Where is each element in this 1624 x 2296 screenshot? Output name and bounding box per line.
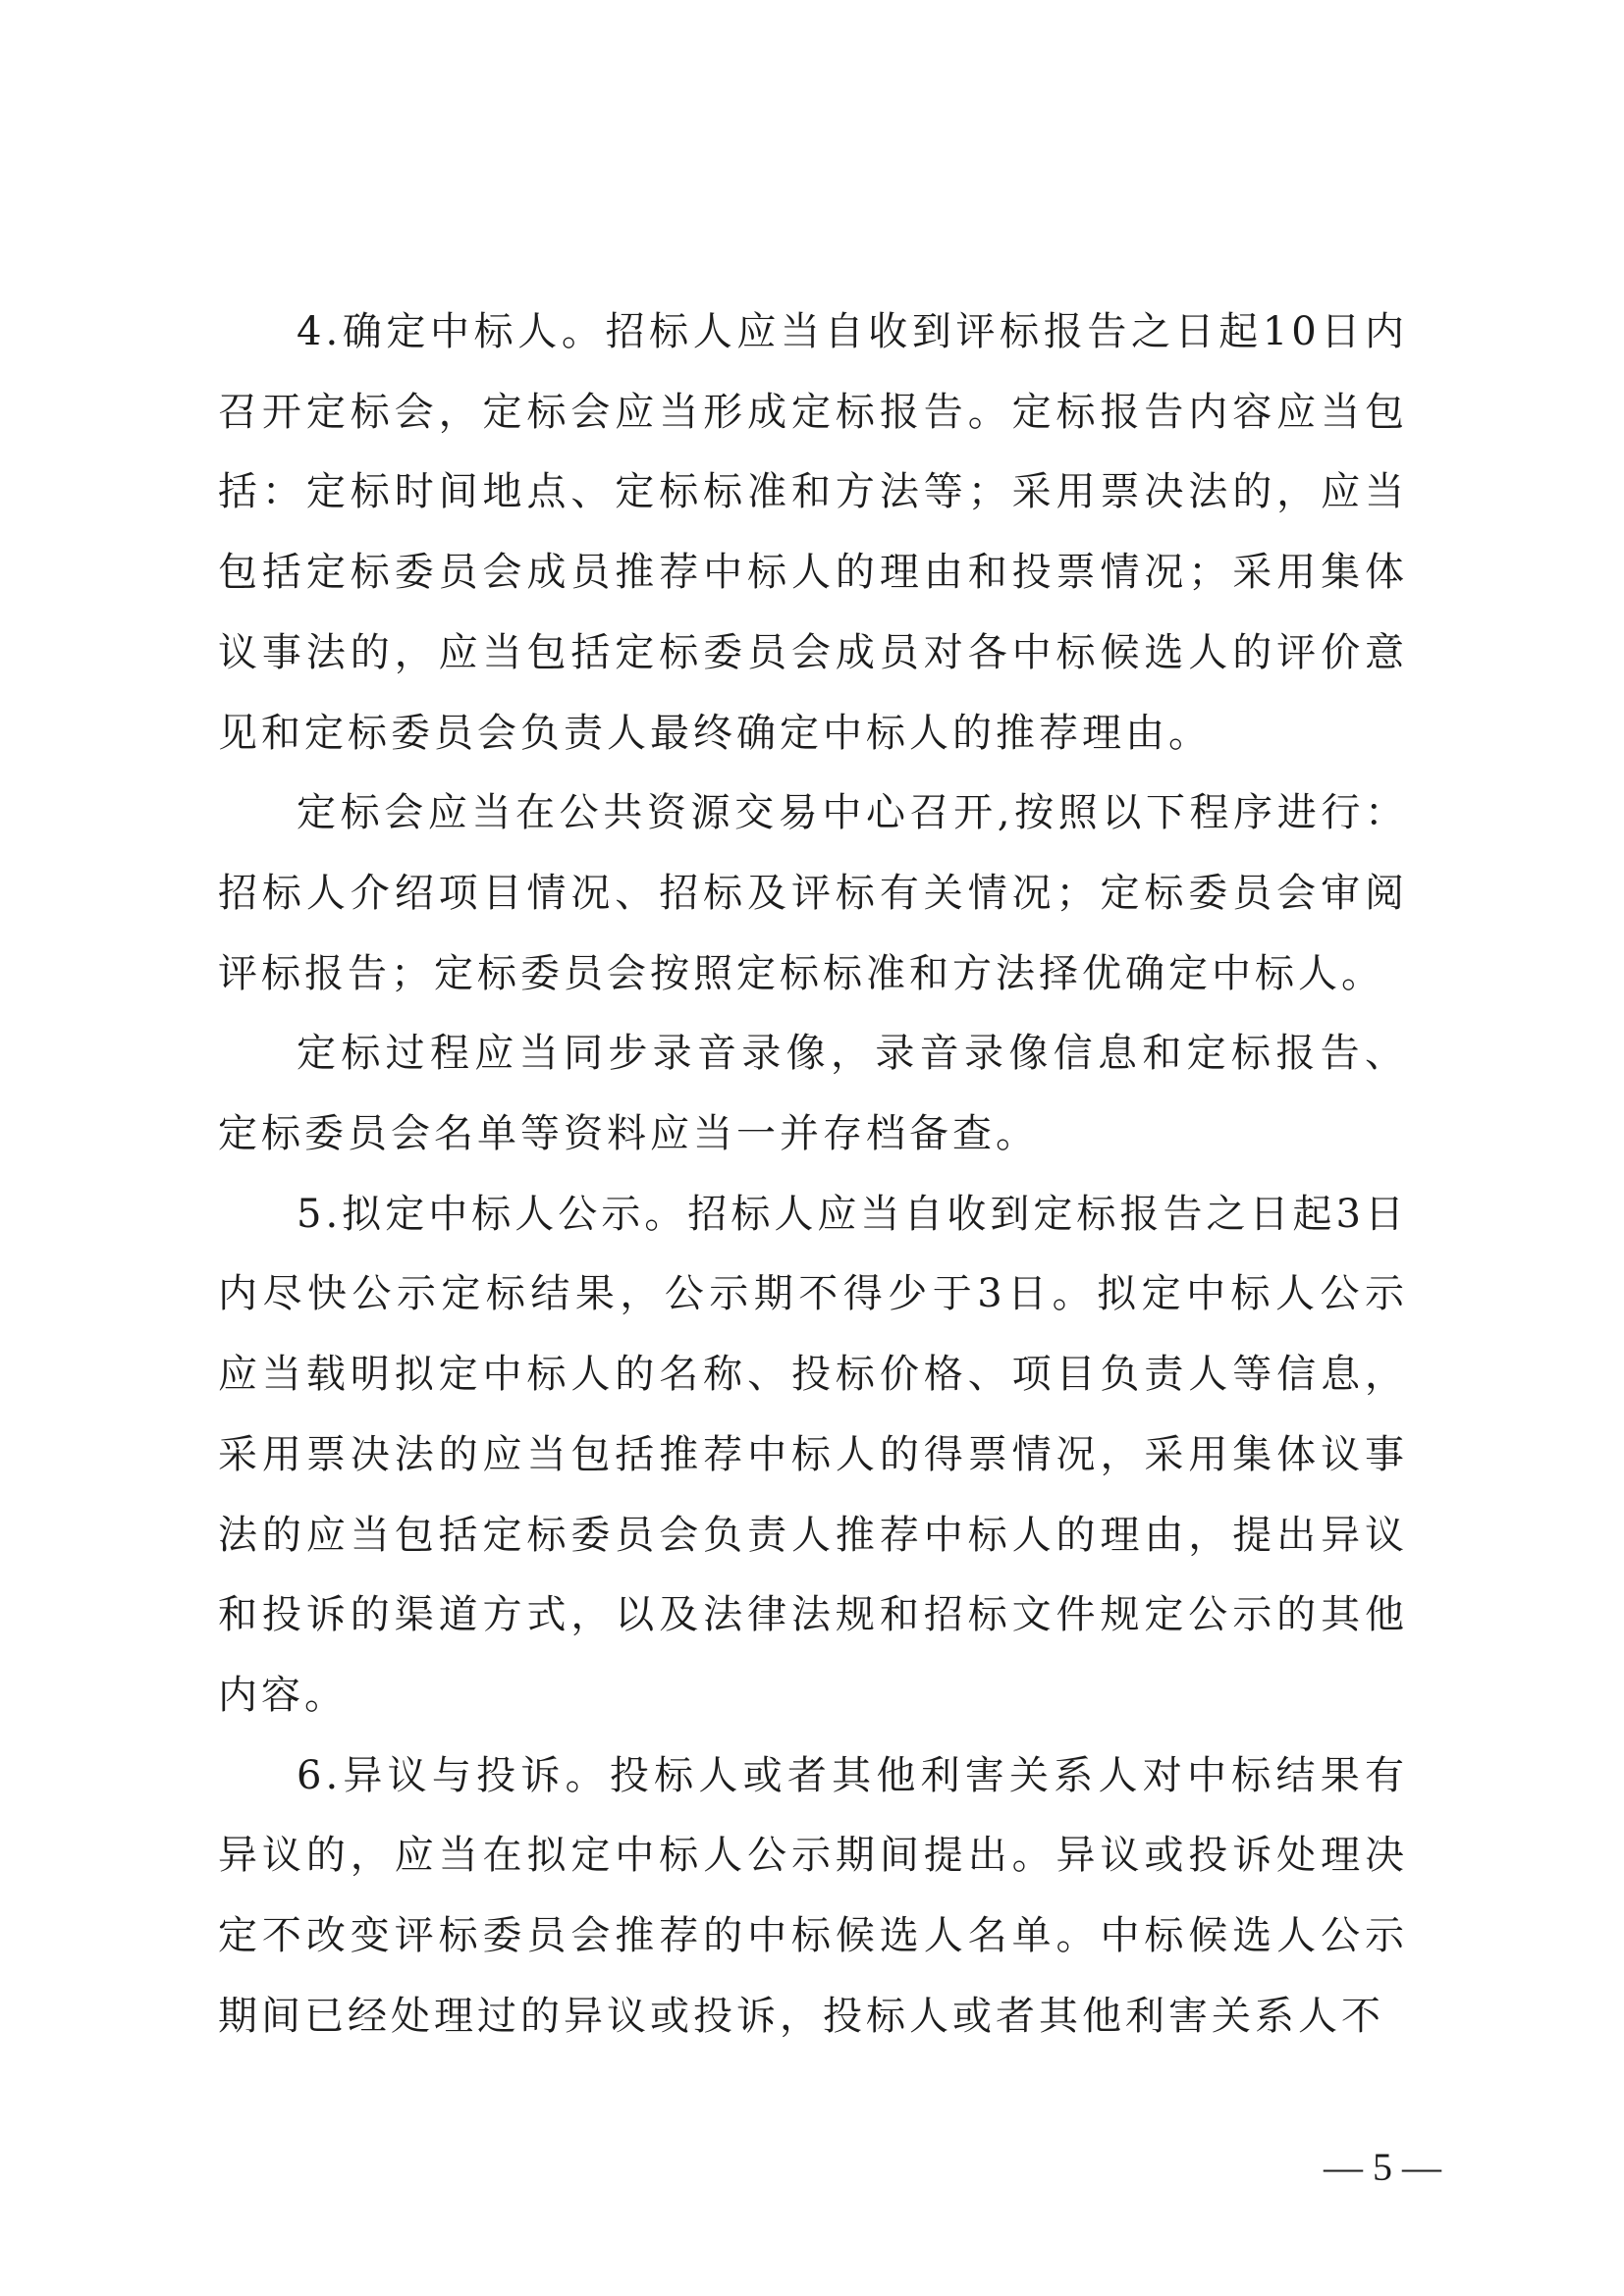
page-number: — 5 — xyxy=(1324,2145,1441,2189)
paragraph-determine-winning-bidder: 4.确定中标人。招标人应当自收到评标报告之日起10日内召开定标会，定标会应当形成定标报告。定标报告内容应当包括：定标时间地点、定标标准和方法等；采用票决法的，应当包括定标委员会成员推荐中标人的理由和投票情况；采用集体议事法的，应当包括定标委员会成员对各中标候选人的评价意见和定标委员会负责人最终确定中标人的推荐理由。 xyxy=(218,309,1408,756)
paragraph-recording-and-archiving: 定标过程应当同步录音录像，录音录像信息和定标报告、定标委员会名单等资料应当一并存档备查。 xyxy=(218,1031,1408,1157)
document-body xyxy=(218,293,1408,2056)
paragraph-objection-and-complaint: 6.异议与投诉。投标人或者其他利害关系人对中标结果有异议的，应当在拟定中标人公示期间提出。异议或投诉处理决定不改变评标委员会推荐的中标候选人名单。中标候选人公示期间已经处理过的异议或投诉，投标人或者其他利害关系人不 xyxy=(218,1752,1408,2039)
paragraph-winner-publicity: 5.拟定中标人公示。招标人应当自收到定标报告之日起3日内尽快公示定标结果，公示期不得少于3日。拟定中标人公示应当载明拟定中标人的名称、投标价格、项目负责人等信息，采用票决法的应当包括推荐中标人的得票情况，采用集体议事法的应当包括定标委员会负责人推荐中标人的理由，提出异议和投诉的渠道方式，以及法律法规和招标文件规定公示的其他内容。 xyxy=(218,1191,1408,1718)
paragraph-bid-decision-meeting-procedure: 定标会应当在公共资源交易中心召开,按照以下程序进行：招标人介绍项目情况、招标及评标有关情况；定标委员会审阅评标报告；定标委员会按照定标标准和方法择优确定中标人。 xyxy=(218,790,1408,996)
